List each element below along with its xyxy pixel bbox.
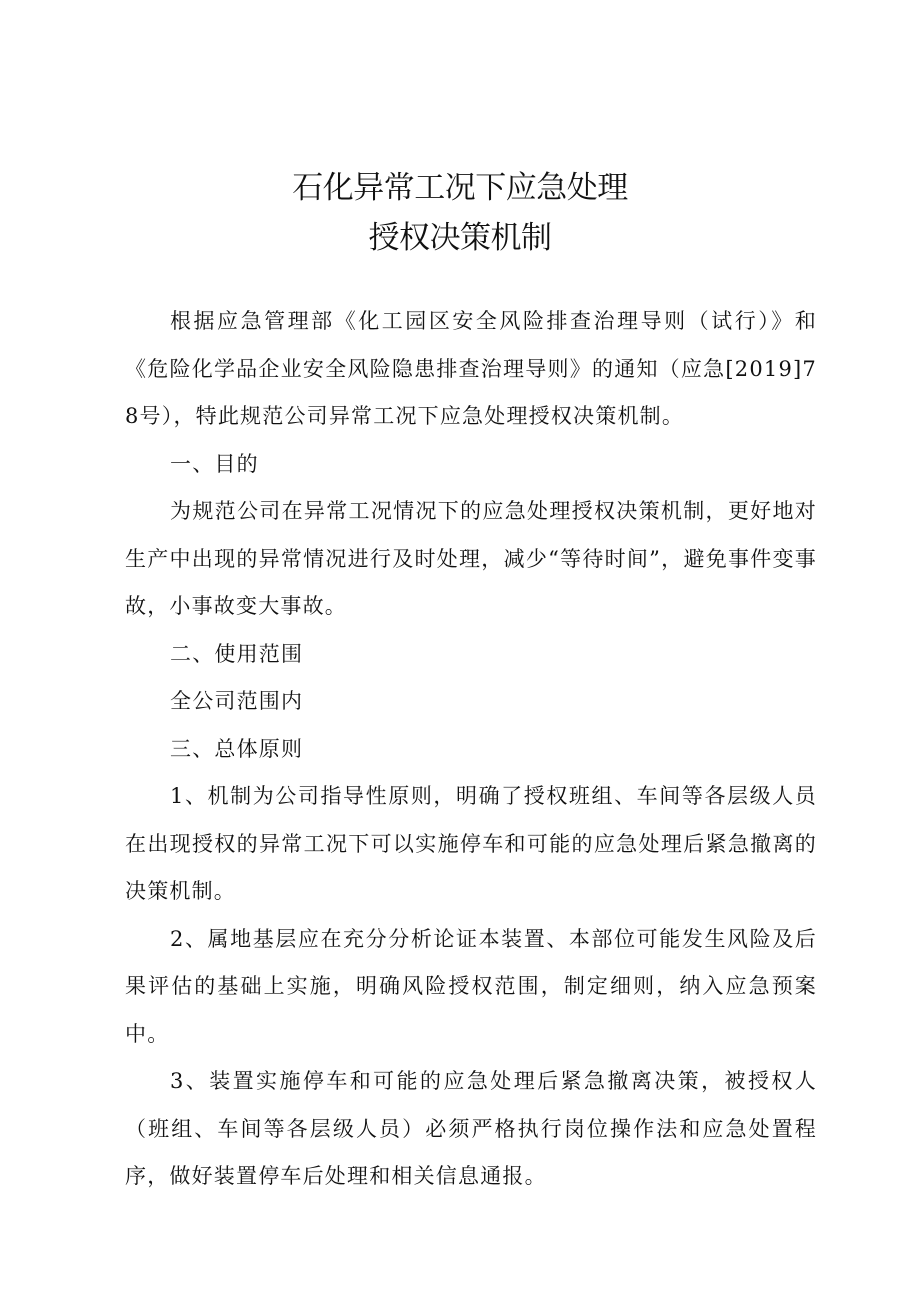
principle-item-2: 2、属地基层应在充分分析论证本装置、本部位可能发生风险及后果评估的基础上实施，明确风险授权范围，制定细则，纳入应急预案中。: [125, 926, 817, 1046]
section-heading-principles: 三、总体原则: [170, 736, 304, 761]
principle-item-3: 3、装置实施停车和可能的应急处理后紧急撤离决策，被授权人（班组、车间等各层级人员）必须严格执行岗位操作法和应急处置程序，做好装置停车后处理和相关信息通报。: [125, 1069, 817, 1188]
title-line-1: 石化异常工况下应急处理: [292, 170, 628, 206]
title-line-2: 授权决策机制: [368, 220, 552, 256]
scope-paragraph: 全公司范围内: [170, 689, 304, 713]
document-body: [125, 298, 817, 1201]
section-heading-scope: 二、使用范围: [170, 641, 304, 666]
principle-item-1: 1、机制为公司指导性原则，明确了授权班组、车间等各层级人员在出现授权的异常工况下可以实施停车和可能的应急处理后紧急撤离的决策机制。: [125, 784, 817, 903]
document-title: [0, 163, 920, 263]
intro-paragraph: 根据应急管理部《化工园区安全风险排查治理导则（试行）》和《危险化学品企业安全风险隐患排查治理导则》的通知（应急[2019]78号），特此规范公司异常工况下应急处理授权决策机制。: [125, 309, 817, 428]
section-heading-purpose: 一、目的: [170, 451, 259, 476]
purpose-paragraph: 为规范公司在异常工况情况下的应急处理授权决策机制，更好地对生产中出现的异常情况进行及时处理，减少“等待时间”，避免事件变事故，小事故变大事故。: [125, 499, 817, 618]
